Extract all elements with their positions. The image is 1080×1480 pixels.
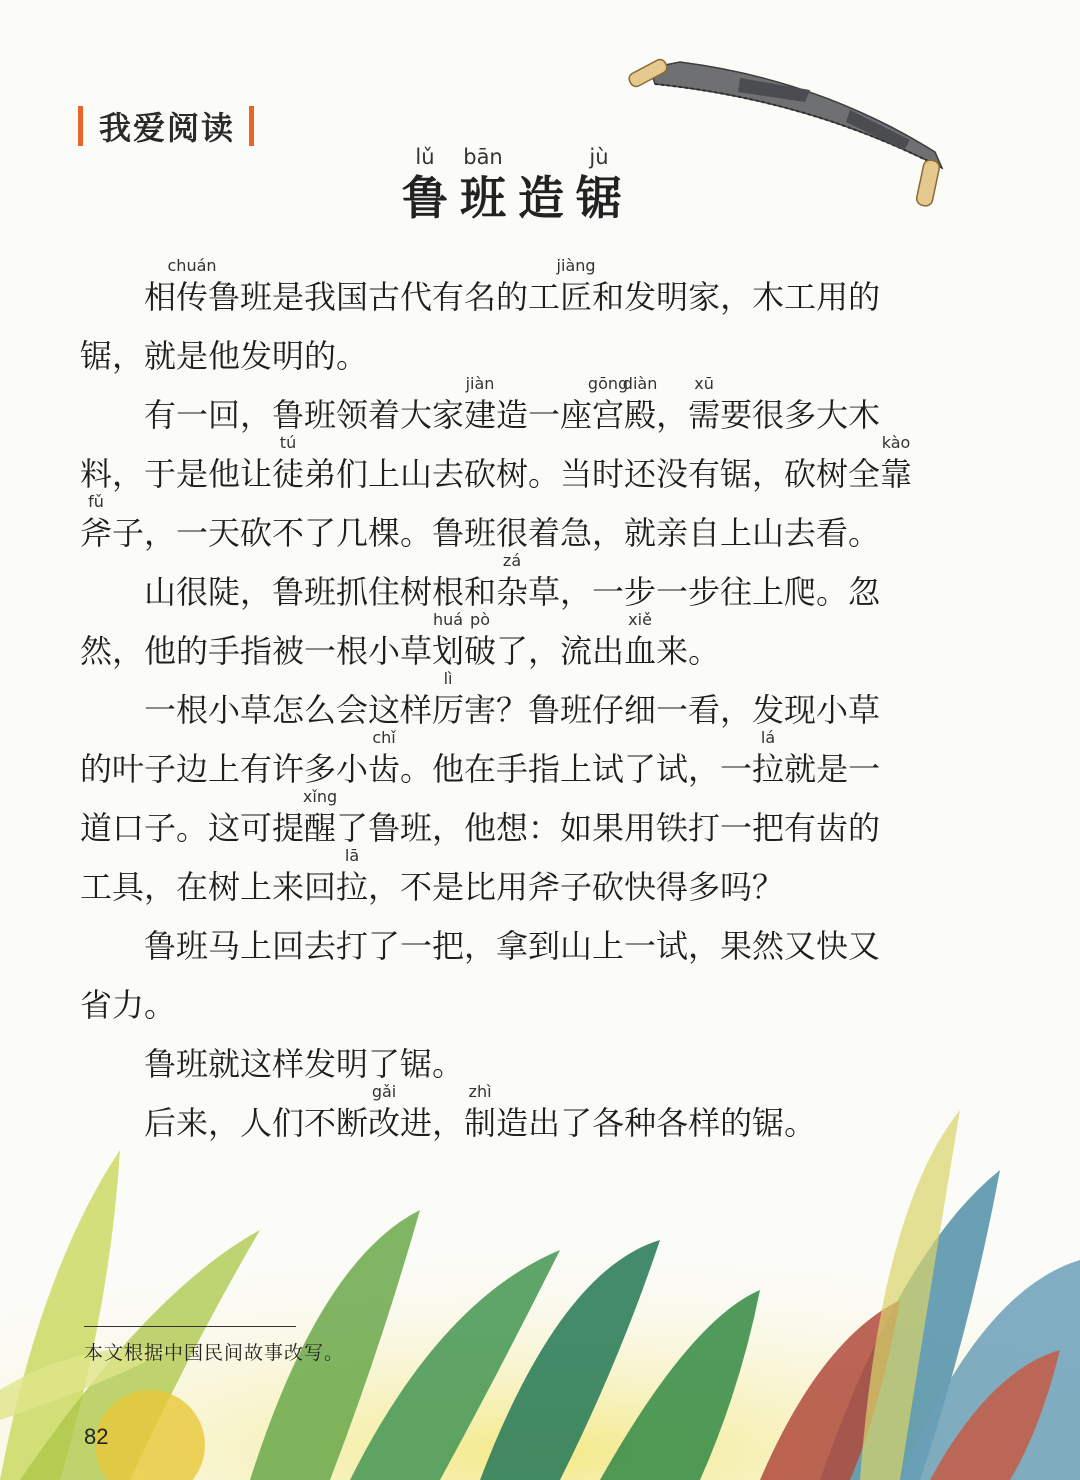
lesson-title — [396, 142, 628, 224]
text-segment — [656, 393, 688, 437]
annotated-char — [688, 374, 721, 437]
tag-bar-left — [78, 106, 83, 146]
hanzi-text: 制 — [464, 1104, 497, 1142]
text-segment — [720, 393, 880, 437]
annotated-char — [302, 787, 338, 850]
hanzi-text: 相 — [80, 278, 177, 316]
pinyin-annotation: gǎi — [371, 1082, 397, 1101]
pinyin-annotation: zhì — [468, 1082, 492, 1101]
hanzi-text: 草，一步一步往上爬。忽 — [528, 573, 881, 611]
annotated-char — [336, 846, 369, 909]
hanzi-text: 殿 — [624, 396, 657, 434]
hanzi-text: 造一座 — [496, 396, 593, 434]
annotated-char — [587, 374, 629, 437]
hanzi-text: 造出了各种各样的锯。 — [496, 1104, 817, 1142]
hanzi-text: 。他在手指上试了试，一 — [400, 750, 753, 788]
annotated-char — [80, 492, 113, 555]
hanzi-text: 靠 — [880, 455, 913, 493]
text-segment — [528, 570, 880, 614]
pinyin-annotation: huá — [432, 610, 464, 629]
text-segment — [80, 747, 368, 791]
hanzi-text: 来。 — [656, 632, 721, 670]
hanzi-text: 拉 — [336, 868, 369, 906]
text-line — [80, 909, 960, 968]
pinyin-annotation: xǐng — [302, 787, 338, 806]
hanzi-text: 传 — [176, 278, 209, 316]
text-segment — [656, 629, 720, 673]
annotated-char — [167, 256, 217, 319]
hanzi-text: 杂 — [496, 573, 529, 611]
page-number: 82 — [84, 1424, 109, 1449]
pinyin-annotation: lā — [344, 846, 360, 865]
text-segment — [304, 452, 880, 496]
pinyin-annotation: kào — [881, 433, 911, 452]
text-segment — [112, 511, 880, 555]
annotated-char — [880, 433, 913, 496]
hanzi-text: 了鲁班，他想：如果用铁打一把有齿的 — [336, 809, 881, 847]
text-segment — [80, 393, 464, 437]
hanzi-text: 和发明家，木工用的 — [592, 278, 881, 316]
text-line — [80, 433, 960, 496]
footnote-rule — [84, 1326, 296, 1327]
text-segment — [80, 806, 304, 850]
text-segment — [496, 629, 624, 673]
hanzi-text: 鲁班是我国古代有名的工 — [208, 278, 561, 316]
text-line — [80, 728, 960, 791]
title-hanzi: 锯 — [576, 171, 622, 225]
text-segment — [208, 275, 560, 319]
annotated-char — [368, 728, 401, 791]
annotated-char — [432, 669, 465, 732]
text-segment — [80, 570, 496, 614]
hanzi-text: 划 — [432, 632, 465, 670]
pinyin-annotation: pò — [470, 610, 491, 629]
title-hanzi: 造 — [518, 171, 564, 225]
text-line — [80, 551, 960, 614]
pinyin-annotation: tú — [279, 433, 297, 452]
text-segment — [80, 334, 368, 378]
text-line — [80, 846, 960, 909]
annotated-char — [556, 256, 596, 319]
title-pinyin: bān — [463, 145, 503, 169]
pinyin-annotation: zá — [502, 551, 522, 570]
pinyin-annotation: lá — [760, 728, 776, 747]
section-tag-label: 我爱阅读 — [99, 109, 236, 147]
hanzi-text: 破 — [464, 632, 497, 670]
text-segment — [80, 924, 880, 968]
story-body — [80, 256, 960, 1145]
hanzi-text: 有一回，鲁班领着大家 — [80, 396, 465, 434]
text-segment — [400, 747, 752, 791]
annotated-char — [624, 610, 657, 673]
hanzi-text: 工具，在树上来回 — [80, 868, 337, 906]
text-line — [80, 610, 960, 673]
text-segment — [80, 865, 336, 909]
title-char — [454, 142, 512, 224]
hanzi-text: 宫 — [592, 396, 625, 434]
hanzi-text: 拉 — [752, 750, 785, 788]
pinyin-annotation: diàn — [622, 374, 658, 393]
text-segment — [496, 393, 592, 437]
pinyin-annotation: chǐ — [372, 728, 396, 747]
text-line — [80, 787, 960, 850]
annotated-char — [752, 728, 785, 791]
footnote: 本文根据中国民间故事改写。 — [84, 1342, 345, 1364]
hanzi-text: 害？鲁班仔细一看，发现小草 — [464, 691, 881, 729]
pinyin-annotation: chuán — [167, 256, 217, 275]
text-line — [80, 319, 960, 378]
text-segment — [80, 983, 176, 1027]
hanzi-text: 的叶子边上有许多小 — [80, 750, 369, 788]
text-segment — [80, 688, 432, 732]
text-segment — [592, 275, 880, 319]
hanzi-text: 斧 — [80, 514, 113, 552]
hanzi-text: 料，于是他让 — [80, 455, 273, 493]
pinyin-annotation: fǔ — [88, 492, 104, 511]
pinyin-annotation: jiàng — [556, 256, 596, 275]
hanzi-text: 建 — [464, 396, 497, 434]
hanzi-text: 醒 — [304, 809, 337, 847]
hanzi-text: 山很陡，鲁班抓住树根和 — [80, 573, 497, 611]
text-line — [80, 1027, 960, 1086]
pinyin-annotation: jiàn — [465, 374, 495, 393]
hanzi-text: 徒 — [272, 455, 305, 493]
text-segment — [80, 1042, 464, 1086]
hanzi-text: 需 — [688, 396, 721, 434]
annotated-char — [432, 610, 465, 673]
hanzi-text: 血 — [624, 632, 657, 670]
hanzi-text: 要很多大木 — [720, 396, 881, 434]
hanzi-text: 然，他的手指被一根小草 — [80, 632, 433, 670]
pinyin-annotation: xiě — [628, 610, 652, 629]
title-char — [570, 142, 628, 224]
text-segment — [336, 806, 880, 850]
title-char — [512, 142, 570, 224]
hanzi-text: 厉 — [432, 691, 465, 729]
hanzi-text: 改 — [368, 1104, 401, 1142]
pinyin-annotation: gōng — [587, 374, 629, 393]
pinyin-annotation: lì — [443, 669, 453, 688]
annotated-char — [464, 374, 497, 437]
text-segment — [80, 629, 432, 673]
hanzi-text: 了，流出 — [496, 632, 625, 670]
hanzi-text: ， — [656, 396, 689, 434]
title-pinyin: lǔ — [415, 145, 435, 169]
hanzi-text: 鲁班就这样发明了锯。 — [80, 1045, 465, 1083]
section-tag — [78, 106, 254, 146]
annotated-char — [622, 374, 658, 437]
hanzi-text: 匠 — [560, 278, 593, 316]
text-line — [80, 968, 960, 1027]
pinyin-annotation: xū — [694, 374, 714, 393]
title-hanzi: 班 — [460, 171, 506, 225]
hanzi-text: 后来，人们不断 — [80, 1104, 369, 1142]
hanzi-text: 弟们上山去砍树。当时还没有锯，砍树全 — [304, 455, 881, 493]
text-segment — [464, 688, 880, 732]
title-char — [396, 142, 454, 224]
annotated-char — [496, 551, 529, 614]
hanzi-text: 进， — [400, 1104, 465, 1142]
hanzi-text: 省力。 — [80, 986, 177, 1024]
hanzi-text: ，不是比用斧子砍快得多吗？ — [368, 868, 785, 906]
hanzi-text: 鲁班马上回去打了一把，拿到山上一试，果然又快又 — [80, 927, 881, 965]
text-line — [80, 492, 960, 555]
annotated-char — [272, 433, 305, 496]
saw-icon — [620, 40, 970, 215]
text-segment — [368, 865, 784, 909]
hanzi-text: 锯，就是他发明的。 — [80, 337, 369, 375]
text-segment — [784, 747, 880, 791]
hanzi-text: 道口子。这可提 — [80, 809, 305, 847]
hanzi-text: 就是一 — [784, 750, 881, 788]
text-line — [80, 256, 960, 319]
tag-bar-right — [249, 106, 254, 146]
hanzi-text: 齿 — [368, 750, 401, 788]
text-line — [80, 374, 960, 437]
hanzi-text: 一根小草怎么会这样 — [80, 691, 433, 729]
hanzi-text: 子，一天砍不了几棵。鲁班很着急，就亲自上山去看。 — [112, 514, 881, 552]
plants-illustration — [0, 1090, 1080, 1480]
text-line — [80, 669, 960, 732]
annotated-char — [464, 610, 497, 673]
text-segment — [80, 275, 176, 319]
text-segment — [80, 452, 272, 496]
title-hanzi: 鲁 — [402, 171, 448, 225]
title-pinyin: jù — [589, 145, 609, 169]
